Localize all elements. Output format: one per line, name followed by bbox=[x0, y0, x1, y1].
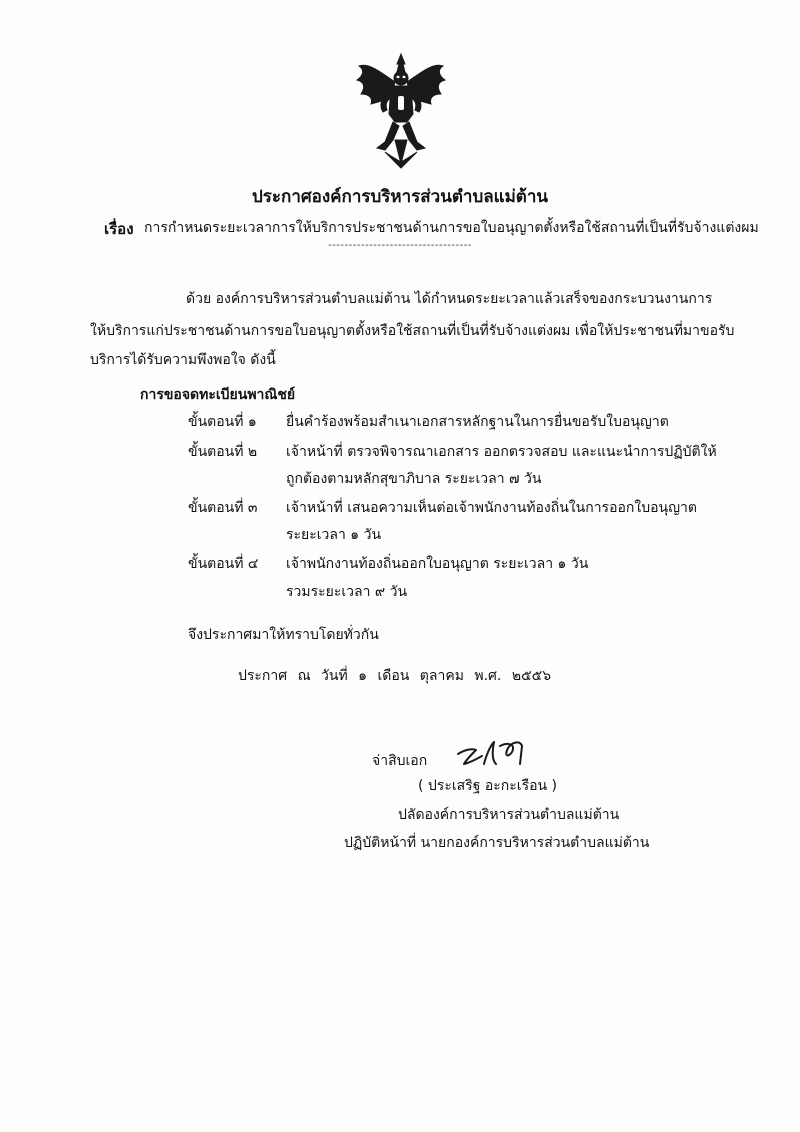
signer-name: ( ประเสริฐ อะกะเรือน ) bbox=[418, 778, 557, 794]
subject-label: เรื่อง bbox=[104, 220, 134, 238]
signer-acting-position: ปฏิบัติหน้าที่ นายกองค์การบริหารส่วนตำบลแม่ต้าน bbox=[344, 835, 650, 851]
intro-line-3: บริการได้รับความพึงพอใจ ดังนี้ bbox=[90, 352, 276, 368]
signer-rank: จ่าสิบเอก bbox=[372, 753, 428, 769]
step-label: ขั้นตอนที่ ๑ bbox=[188, 414, 257, 430]
step-text: เจ้าหน้าที่ เสนอความเห็นต่อเจ้าพนักงานท้องถิ่นในการออกใบอนุญาต bbox=[286, 500, 697, 516]
intro-line-2: ให้บริการแก่ประชาชนด้านการขอใบอนุญาตตั้งหรือใช้สถานที่เป็นที่รับจ้างแต่งผม เพื่อให้ประชาชนที่มาขอรับ bbox=[90, 323, 735, 339]
intro-line-1: ด้วย องค์การบริหารส่วนตำบลแม่ต้าน ได้กำหนดระยะเวลาแล้วเสร็จของกระบวนงานการ bbox=[186, 291, 713, 307]
step-label: ขั้นตอนที่ ๔ bbox=[188, 556, 259, 572]
step-text: เจ้าพนักงานท้องถิ่นออกใบอนุญาต ระยะเวลา ๑ วัน bbox=[286, 556, 589, 572]
step-label: ขั้นตอนที่ ๒ bbox=[188, 444, 258, 460]
signer-position: ปลัดองค์การบริหารส่วนตำบลแม่ต้าน bbox=[398, 807, 620, 823]
dashed-divider: ----------------------------------- bbox=[328, 240, 472, 251]
document-title: ประกาศองค์การบริหารส่วนตำบลแม่ต้าน bbox=[251, 187, 549, 207]
step-label: ขั้นตอนที่ ๓ bbox=[188, 500, 258, 516]
step-text-continued: รวมระยะเวลา ๙ วัน bbox=[286, 584, 408, 600]
step-text: ยื่นคำร้องพร้อมสำเนาเอกสารหลักฐานในการยื่นขอรับใบอนุญาต bbox=[286, 414, 669, 430]
step-text: เจ้าหน้าที่ ตรวจพิจารณาเอกสาร ออกตรวจสอบ และแนะนำการปฏิบัติให้ bbox=[286, 444, 717, 460]
subject-text: การกำหนดระยะเวลาการให้บริการประชาชนด้านการขอใบอนุญาตตั้งหรือใช้สถานที่เป็นที่รับจ้างแต่งผม bbox=[144, 220, 759, 236]
step-text-continued: ถูกต้องตามหลักสุขาภิบาล ระยะเวลา ๗ วัน bbox=[286, 471, 542, 487]
garuda-emblem-icon bbox=[355, 52, 447, 170]
announcement-date: ประกาศ ณ วันที่ ๑ เดือน ตุลาคม พ.ศ. ๒๕๕๖ bbox=[238, 668, 552, 684]
step-text-continued: ระยะเวลา ๑ วัน bbox=[286, 527, 382, 543]
closing-statement: จึงประกาศมาให้ทราบโดยทั่วกัน bbox=[188, 627, 379, 643]
handwritten-signature bbox=[450, 734, 545, 772]
section-heading: การขอจดทะเบียนพาณิชย์ bbox=[140, 387, 296, 403]
